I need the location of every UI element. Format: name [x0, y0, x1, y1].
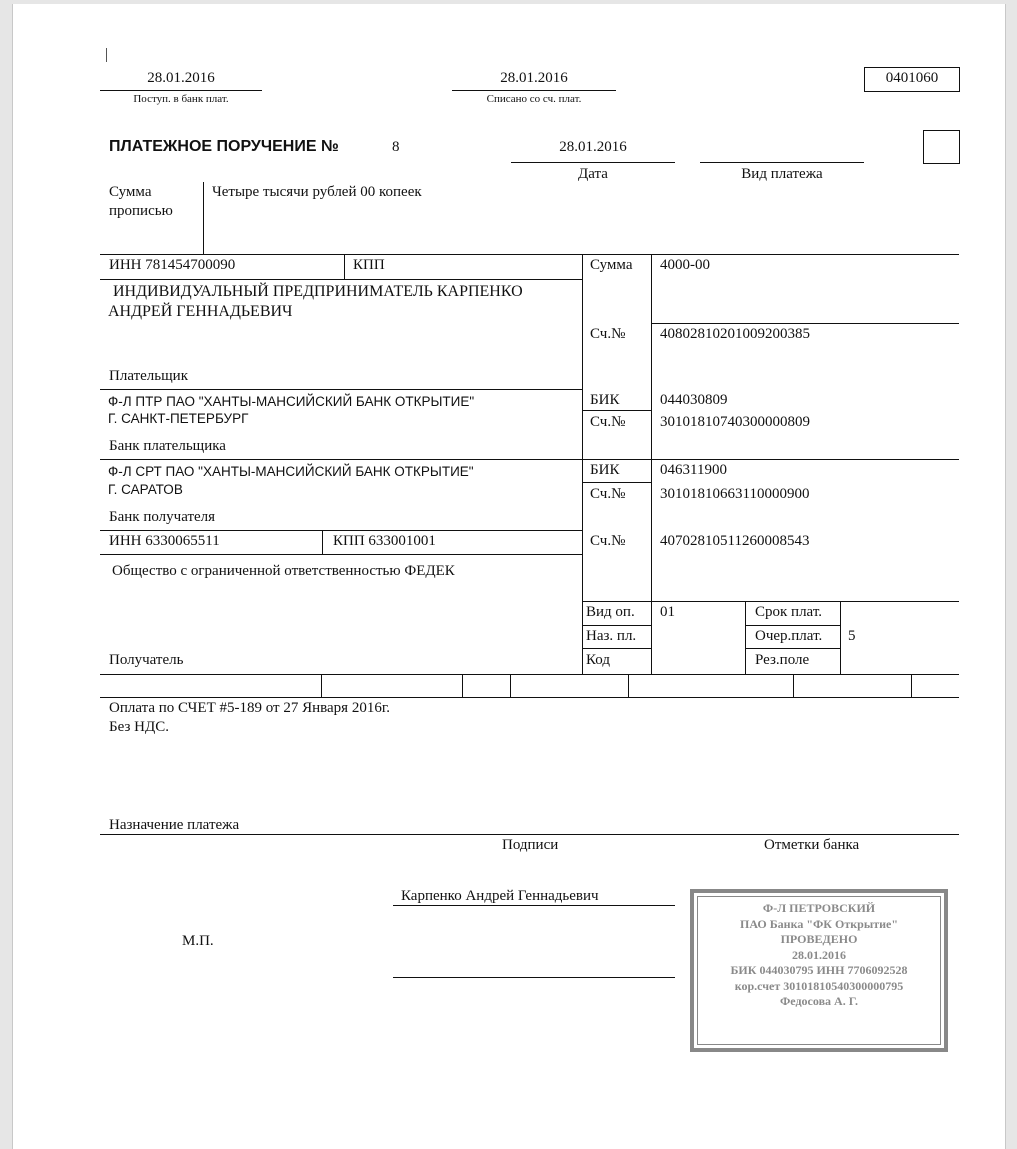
recipient-bank-label: Банк получателя	[109, 509, 216, 525]
recipient-name: Общество с ограниченной ответственностью ФЕДЕК	[112, 563, 455, 579]
payer-label: Плательщик	[109, 368, 188, 384]
payer-bank-label: Банк плательщика	[109, 438, 226, 454]
grid-line	[651, 323, 959, 324]
payer-sum-label: Сумма	[590, 257, 633, 273]
grid-line	[745, 648, 840, 649]
grid-line	[582, 601, 959, 602]
payer-account-label: Сч.№	[590, 326, 626, 342]
status-box	[923, 130, 960, 164]
recipient-account-label: Сч.№	[590, 533, 626, 549]
payer-bank-bik-label: БИК	[590, 392, 620, 408]
amount-words-label-2: прописью	[109, 203, 173, 219]
grid-line	[840, 601, 841, 674]
payment-type-line	[700, 162, 864, 163]
payer-inn: ИНН 781454700090	[109, 257, 236, 273]
seal-label: М.П.	[182, 933, 214, 949]
payer-name-1: ИНДИВИДУАЛЬНЫЙ ПРЕДПРИНИМАТЕЛЬ КАРПЕНКО	[113, 283, 523, 300]
debited-label: Списано со сч. плат.	[486, 93, 582, 105]
form-code: 0401060	[885, 70, 939, 86]
grid-line	[745, 625, 840, 626]
payer-sum-value: 4000-00	[660, 257, 710, 273]
grid-line	[582, 254, 583, 674]
grid-line	[582, 625, 651, 626]
grid-line	[100, 459, 959, 460]
grid-line	[100, 279, 582, 280]
order-date-line	[511, 162, 675, 163]
recipient-bank-bik-value: 046311900	[660, 462, 727, 478]
signature-line-1	[393, 905, 675, 906]
received-date-line	[100, 90, 262, 91]
debited-date-line	[452, 90, 616, 91]
signature-line-2	[393, 977, 675, 978]
recipient-inn: ИНН 6330065511	[109, 533, 220, 549]
received-date: 28.01.2016	[147, 70, 215, 86]
purpose-line-1: Оплата по СЧЕТ #5-189 от 27 Января 2016г.	[109, 700, 391, 716]
stamp-line: Федосова А. Г.	[780, 994, 858, 1008]
grid-line	[100, 530, 582, 531]
payer-account-value: 40802810201009200385	[660, 326, 810, 342]
debited-date: 28.01.2016	[500, 70, 568, 86]
grid-line	[462, 674, 463, 697]
grid-line	[100, 697, 959, 698]
payment-type-label: Вид платежа	[741, 166, 823, 182]
grid-line	[582, 648, 651, 649]
priority-value: 5	[848, 628, 856, 644]
stamp-line: Ф-Л ПЕТРОВСКИЙ	[762, 901, 876, 915]
order-date: 28.01.2016	[559, 139, 627, 155]
payer-bank-name-1: Ф-Л ПТР ПАО "ХАНТЫ-МАНСИЙСКИЙ БАНК ОТКРЫТИЕ"	[108, 394, 475, 409]
signatures-label: Подписи	[502, 837, 559, 853]
amount-words-label-1: Сумма	[109, 184, 152, 200]
grid-line	[100, 554, 582, 555]
recipient-bank-name-1: Ф-Л СРТ ПАО "ХАНТЫ-МАНСИЙСКИЙ БАНК ОТКРЫТИЕ"	[108, 464, 474, 479]
grid-line	[100, 254, 959, 255]
signer-name: Карпенко Андрей Геннадьевич	[401, 888, 599, 904]
received-label: Поступ. в банк плат.	[133, 93, 229, 105]
purpose-bottom-line	[100, 834, 959, 835]
reserve-label: Рез.поле	[755, 652, 810, 668]
recipient-bank-account-value: 30101810663110000900	[660, 486, 810, 502]
grid-line	[582, 482, 651, 483]
bank-stamp	[690, 889, 948, 1052]
term-label: Срок плат.	[755, 604, 823, 620]
payer-bank-account-value: 30101810740300000809	[660, 414, 810, 430]
recipient-bank-bik-label: БИК	[590, 462, 620, 478]
payer-name-2: АНДРЕЙ ГЕННАДЬЕВИЧ	[108, 303, 293, 320]
bank-marks-label: Отметки банка	[764, 837, 860, 853]
purpose-label: Назначение платежа	[109, 817, 240, 833]
payer-kpp: КПП	[353, 257, 385, 273]
amount-words-value: Четыре тысячи рублей 00 копеек	[212, 184, 422, 200]
stamp-line: БИК 044030795 ИНН 7706092528	[730, 963, 908, 977]
grid-line	[745, 601, 746, 674]
grid-line	[344, 254, 345, 279]
bank-stamp-text	[694, 901, 944, 1010]
document-title: ПЛАТЕЖНОЕ ПОРУЧЕНИЕ №	[109, 138, 339, 155]
code-label: Код	[586, 652, 610, 668]
grid-line	[651, 254, 652, 674]
grid-line	[911, 674, 912, 697]
grid-line	[628, 674, 629, 697]
purpose-line-2: Без НДС.	[109, 719, 169, 735]
date-label: Дата	[578, 166, 608, 182]
op-type-value: 01	[660, 604, 675, 620]
stamp-line: ПРОВЕДЕНО	[780, 932, 858, 946]
recipient-label: Получатель	[109, 652, 184, 668]
recipient-account-value: 40702810511260008543	[660, 533, 810, 549]
text-cursor	[106, 48, 107, 62]
recipient-kpp: КПП 633001001	[333, 533, 436, 549]
purpose-code-label: Наз. пл.	[586, 628, 637, 644]
grid-line	[793, 674, 794, 697]
amount-words-divider	[203, 182, 204, 254]
recipient-bank-name-2: Г. САРАТОВ	[108, 482, 183, 497]
payer-bank-bik-value: 044030809	[660, 392, 728, 408]
stamp-line: кор.счет 30101810540300000795	[734, 978, 904, 993]
payer-bank-name-2: Г. САНКТ-ПЕТЕРБУРГ	[108, 411, 249, 426]
grid-line	[510, 674, 511, 697]
grid-line	[582, 410, 651, 411]
recipient-bank-account-label: Сч.№	[590, 486, 626, 502]
grid-line	[100, 389, 582, 390]
op-type-label: Вид оп.	[586, 604, 635, 620]
grid-line	[321, 674, 322, 697]
grid-line	[322, 530, 323, 554]
stamp-line: 28.01.2016	[792, 947, 846, 962]
stamp-line: ПАО Банка "ФК Открытие"	[740, 916, 898, 931]
payer-bank-account-label: Сч.№	[590, 414, 626, 430]
grid-line	[100, 674, 959, 675]
priority-label: Очер.плат.	[755, 628, 823, 644]
order-number: 8	[392, 139, 400, 155]
